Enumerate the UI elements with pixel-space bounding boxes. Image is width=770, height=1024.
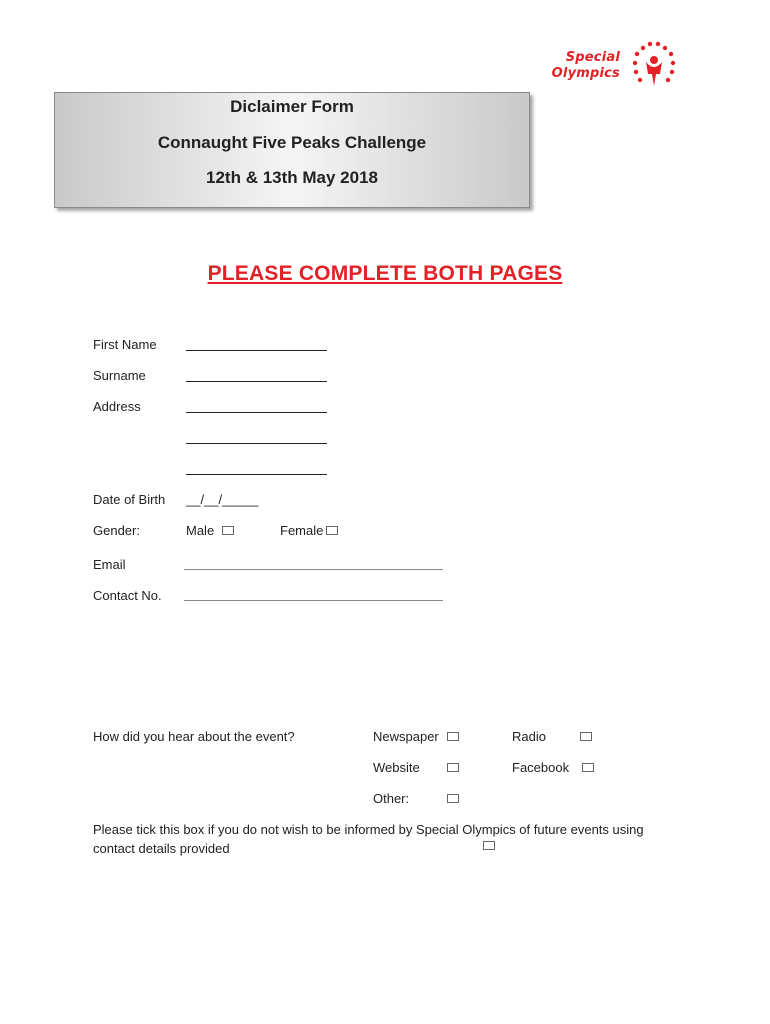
surname-label: Surname [93,368,146,383]
surname-field[interactable] [186,381,327,382]
opt-out-text-line1: Please tick this box if you do not wish to be informed by Special Olympics of future events using [93,822,644,837]
male-checkbox[interactable] [222,526,234,535]
radio-label: Radio [512,729,546,744]
logo-text-line2: Olympics [551,66,620,81]
other-label: Other: [373,791,410,806]
facebook-checkbox[interactable] [582,763,594,772]
male-label: Male [186,523,215,538]
address-field-line1[interactable] [186,412,327,413]
logo-text-line1: Special [565,50,620,65]
first-name-label: First Name [93,337,157,352]
title-box [54,92,530,208]
form-title: Diclaimer Form [230,97,354,116]
email-label: Email [93,557,126,572]
opt-out-checkbox[interactable] [483,841,495,850]
contact-number-field[interactable] [184,600,443,601]
gender-label: Gender: [93,523,140,538]
date-of-birth-label: Date of Birth [93,492,166,507]
complete-both-pages-notice: PLEASE COMPLETE BOTH PAGES [207,262,563,285]
special-olympics-logo [536,38,684,94]
website-label: Website [373,760,420,775]
other-checkbox[interactable] [447,794,459,803]
female-checkbox[interactable] [326,526,338,535]
opt-out-text-line2: contact details provided [93,841,230,856]
female-label: Female [280,523,324,538]
radio-checkbox[interactable] [580,732,592,741]
hear-about-event-question: How did you hear about the event? [93,729,295,744]
special-olympics-emblem-icon [626,38,682,94]
address-field-line3[interactable] [186,474,327,475]
first-name-field[interactable] [186,350,327,351]
website-checkbox[interactable] [447,763,459,772]
facebook-label: Facebook [512,760,570,775]
newspaper-checkbox[interactable] [447,732,459,741]
date-of-birth-field[interactable]: __/__/_____ [186,492,259,507]
address-label: Address [93,399,141,414]
newspaper-label: Newspaper [373,729,439,744]
email-field[interactable] [184,569,443,570]
event-name: Connaught Five Peaks Challenge [157,133,427,152]
address-field-line2[interactable] [186,443,327,444]
contact-number-label: Contact No. [93,588,162,603]
event-date: 12th & 13th May 2018 [206,168,378,187]
